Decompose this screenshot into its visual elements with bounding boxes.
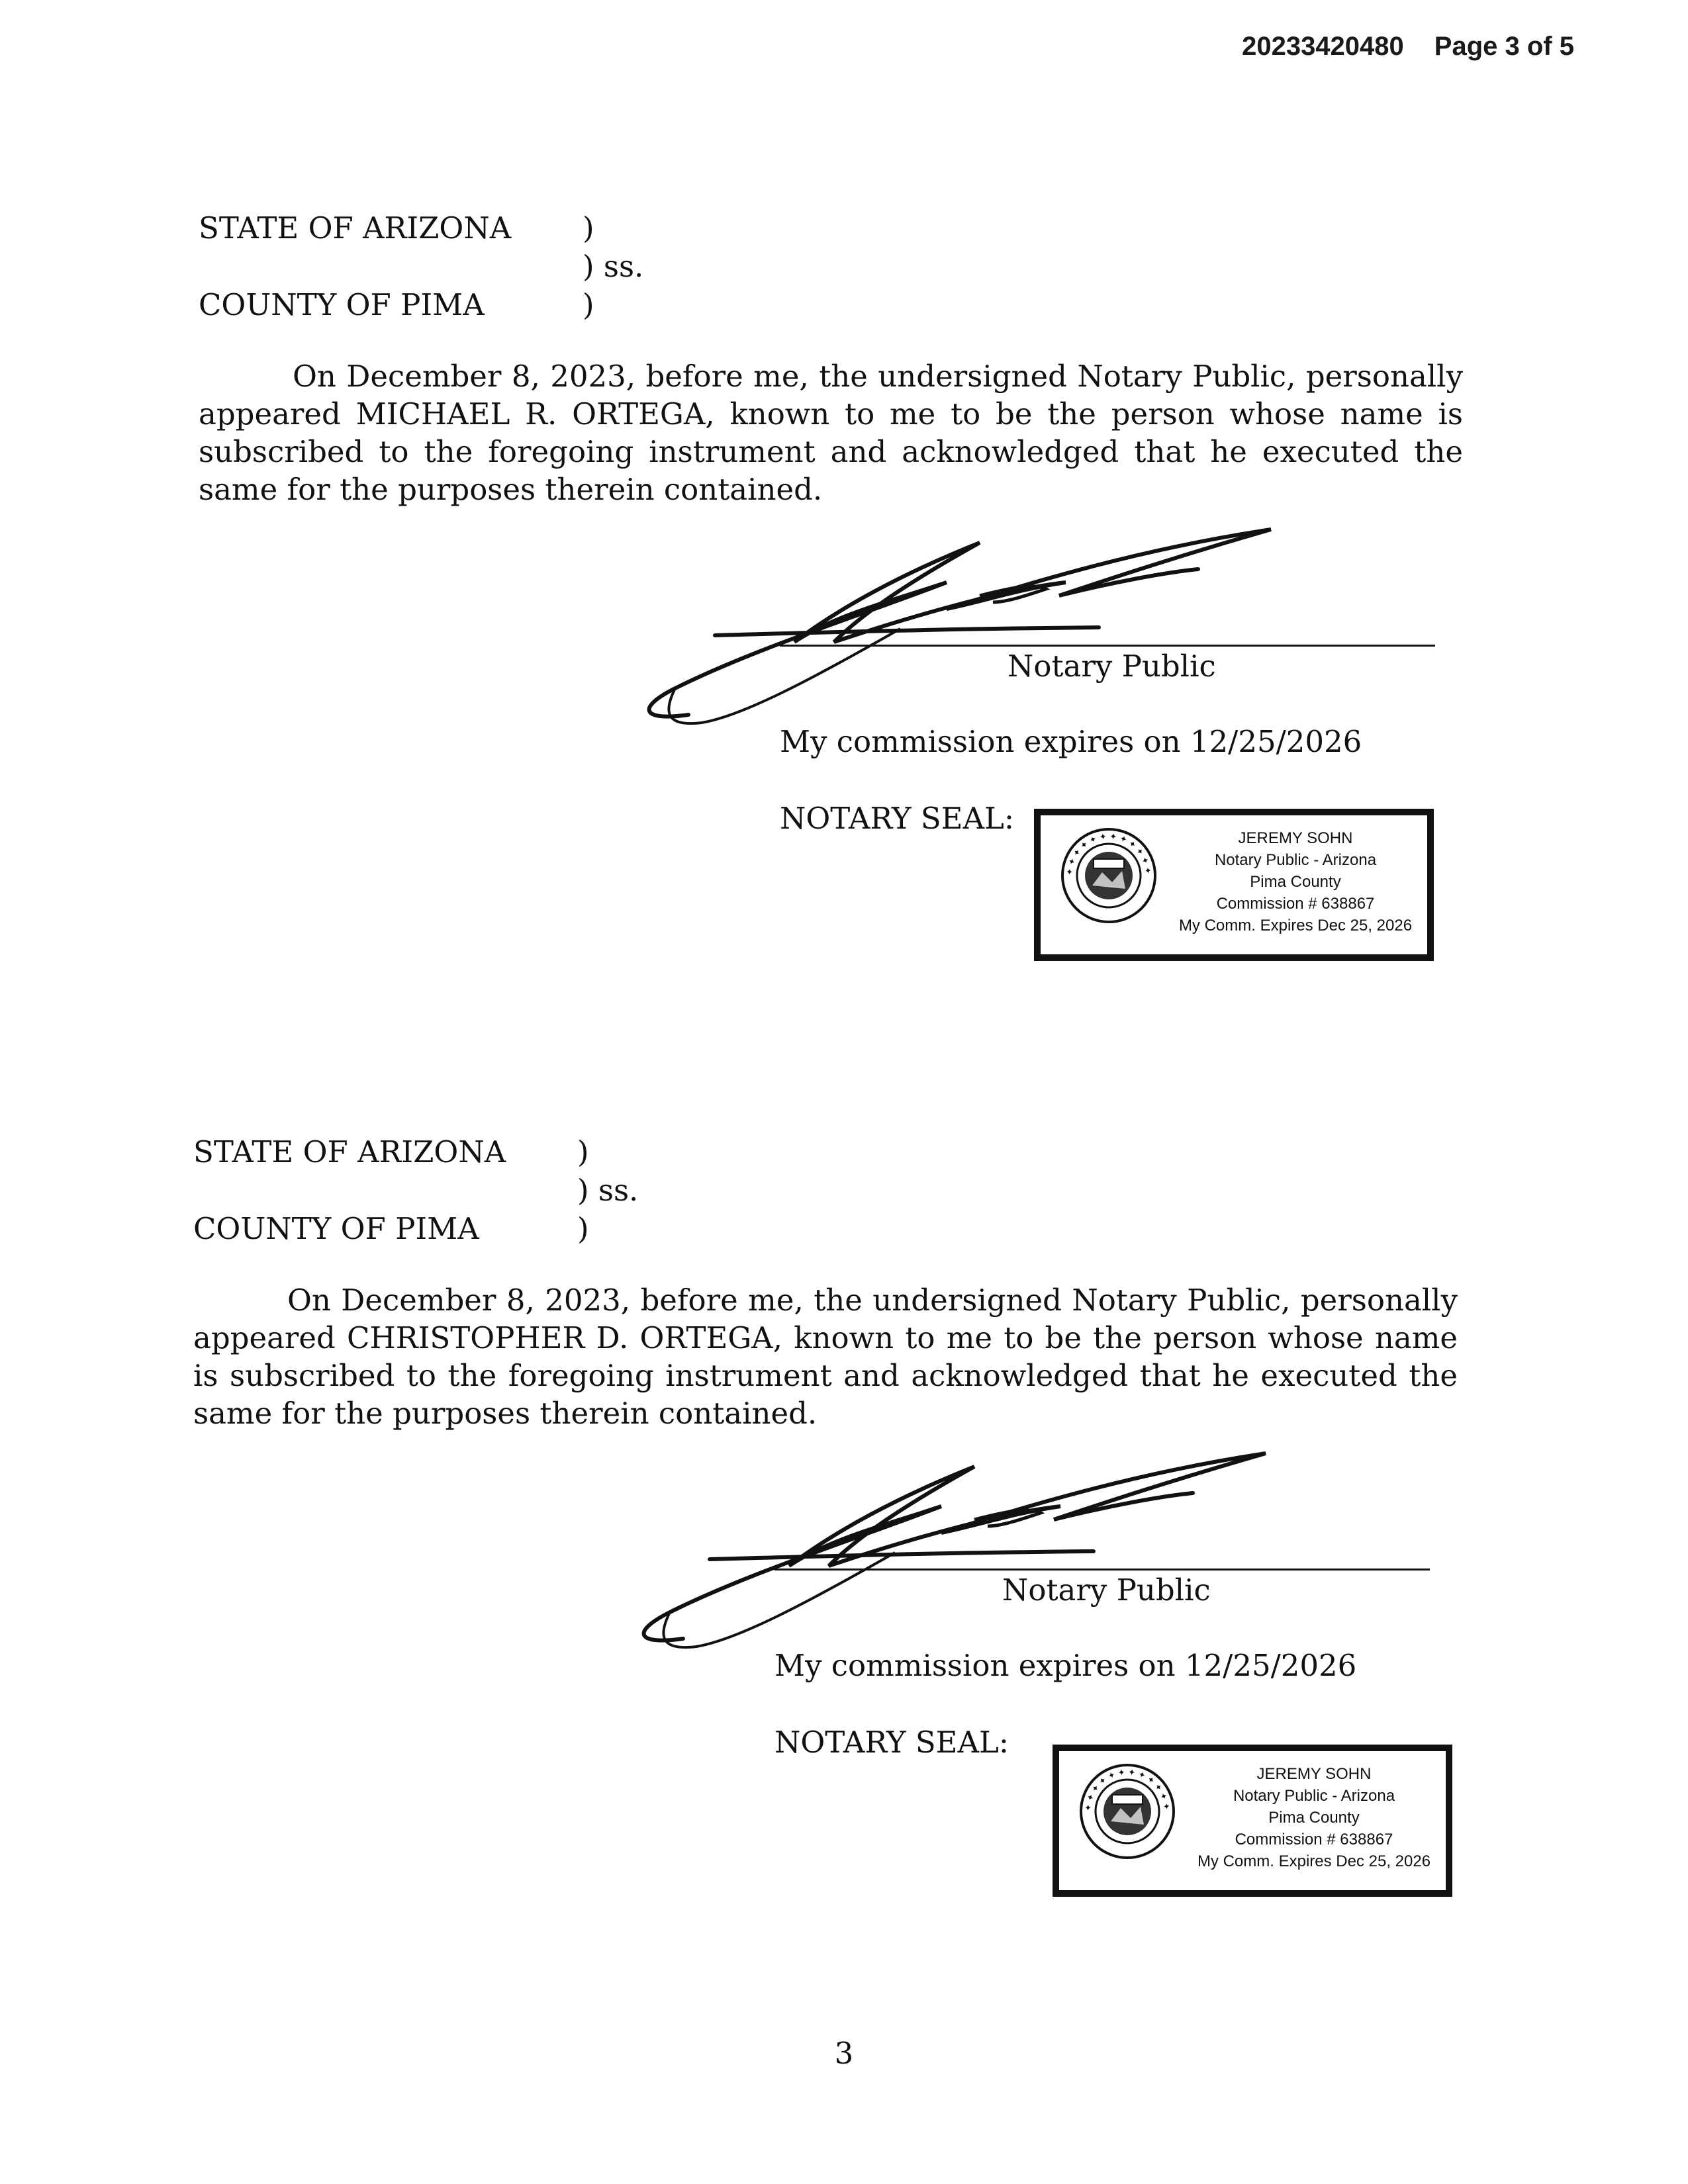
notary-seal-label: NOTARY SEAL:: [780, 801, 1015, 836]
stamp-text: [1185, 1763, 1443, 1872]
notary-stamp: [1053, 1745, 1452, 1897]
stamp-name: JEREMY SOHN: [1238, 829, 1353, 847]
commission-expiry: My commission expires on 12/25/2026: [780, 724, 1362, 759]
venue-state: STATE OF ARIZONA: [199, 210, 512, 246]
state-seal-icon: [1078, 1762, 1177, 1861]
stamp-county: Pima County: [1250, 873, 1341, 891]
acknowledgment-paragraph: On December 8, 2023, before me, the undersigned Notary Public, personally appeared MICHAEL R. ORTEGA, known to me to be the person whose name is subscribed to the foregoing instrument and acknowledged that he executed the same for the purposes therein contained.: [199, 359, 1463, 507]
acknowledgment-paragraph: On December 8, 2023, before me, the undersigned Notary Public, personally appeared CHRISTOPHER D. ORTEGA, known to me to be the person whose name is subscribed to the foregoing instrument and acknowledged that he executed the same for the purposes therein contained.: [193, 1283, 1458, 1431]
notary-seal-label: NOTARY SEAL:: [774, 1725, 1009, 1760]
notary-public-label: Notary Public: [1008, 649, 1216, 684]
stamp-title: Notary Public - Arizona: [1214, 851, 1377, 869]
venue-paren: ): [577, 1134, 589, 1169]
venue-paren: ): [577, 1211, 589, 1246]
commission-expiry: My commission expires on 12/25/2026: [774, 1648, 1357, 1683]
signature-line: [780, 645, 1435, 647]
acknowledgment-block-1: [0, 0, 1688, 934]
state-seal-icon: [1059, 826, 1158, 925]
signature-line: [774, 1569, 1430, 1570]
venue-paren: ): [583, 287, 594, 322]
page-label: Page 3 of 5: [1434, 32, 1574, 61]
notary-signature: [635, 516, 1284, 728]
venue-county: COUNTY OF PIMA: [199, 287, 485, 322]
acknowledgment-block-2: [0, 924, 1683, 1870]
venue-state: STATE OF ARIZONA: [193, 1134, 506, 1169]
stamp-name: JEREMY SOHN: [1256, 1765, 1372, 1783]
document-number: 20233420480: [1242, 32, 1404, 61]
venue-ss: ) ss.: [583, 249, 644, 284]
stamp-text: [1166, 827, 1425, 936]
notary-signature: [630, 1440, 1279, 1652]
stamp-county: Pima County: [1268, 1809, 1360, 1827]
notary-public-label: Notary Public: [1002, 1572, 1211, 1608]
stamp-title: Notary Public - Arizona: [1233, 1787, 1395, 1805]
stamp-commission: Commission # 638867: [1216, 895, 1375, 913]
seal-arc-text: ✦ ✦ ✦ ✦ ✦ ✦ ✦ ✦ ✦ ✦ ✦ ✦: [1064, 831, 1154, 876]
venue-ss: ) ss.: [577, 1173, 639, 1208]
venue-paren: ): [583, 210, 594, 246]
stamp-commission: Commission # 638867: [1235, 1831, 1393, 1848]
venue-county: COUNTY OF PIMA: [193, 1211, 479, 1246]
page-number: 3: [834, 2036, 854, 2071]
stamp-expires: My Comm. Expires Dec 25, 2026: [1197, 1852, 1431, 1870]
seal-arc-text: ✦ ✦ ✦ ✦ ✦ ✦ ✦ ✦ ✦ ✦ ✦ ✦: [1082, 1766, 1172, 1812]
stamp-expires: My Comm. Expires Dec 25, 2026: [1178, 917, 1413, 934]
